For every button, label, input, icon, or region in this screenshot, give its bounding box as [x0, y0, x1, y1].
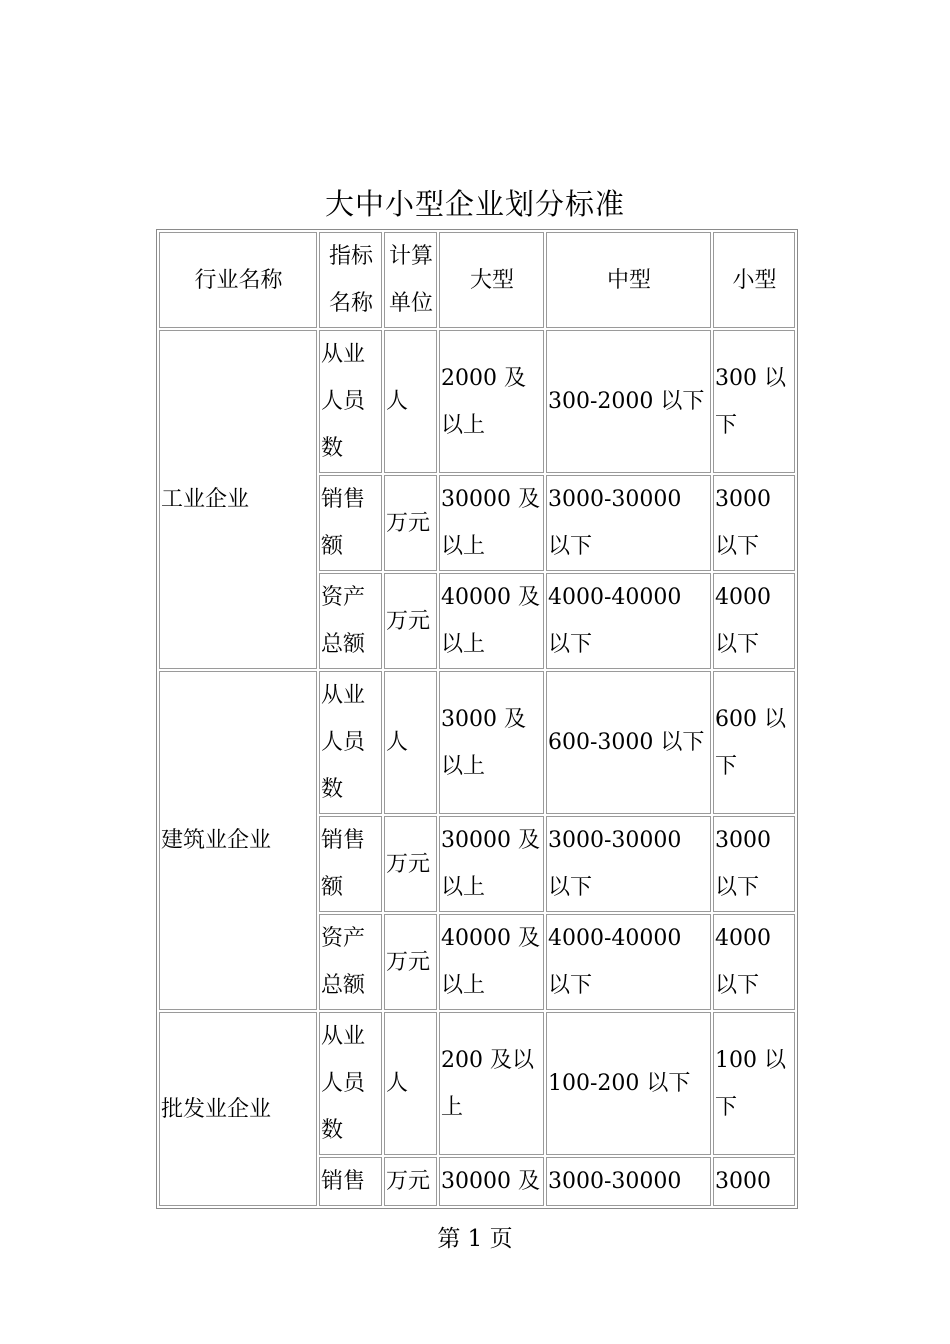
indicator-cell: 资产总额 [319, 914, 382, 1010]
large-cell: 2000 及以上 [439, 330, 544, 473]
table-row [159, 1012, 795, 1155]
enterprise-size-table [156, 229, 798, 1209]
large-cell: 40000 及以上 [439, 914, 544, 1010]
large-cell: 3000 及以上 [439, 671, 544, 814]
small-cell: 3000 以下 [713, 816, 795, 912]
unit-cell: 万元 [384, 914, 437, 1010]
table-row [159, 671, 795, 814]
header-large: 大型 [439, 232, 544, 328]
indicator-cell: 销售 [319, 1157, 382, 1206]
page-number: 第 1 页 [437, 1226, 513, 1252]
industry-name: 建筑业企业 [159, 671, 317, 1010]
header-indicator: 指标名称 [319, 232, 382, 328]
indicator-cell: 资产总额 [319, 573, 382, 669]
small-cell: 3000 以下 [713, 475, 795, 571]
header-industry: 行业名称 [159, 232, 317, 328]
medium-cell: 4000-40000 以下 [546, 573, 711, 669]
unit-cell: 人 [384, 330, 437, 473]
large-cell: 200 及以上 [439, 1012, 544, 1155]
header-small: 小型 [713, 232, 795, 328]
small-cell: 600 以下 [713, 671, 795, 814]
small-cell: 3000 [713, 1157, 795, 1206]
header-unit: 计算单位 [384, 232, 437, 328]
small-cell: 4000 以下 [713, 573, 795, 669]
medium-cell: 600-3000 以下 [546, 671, 711, 814]
medium-cell: 3000-30000 以下 [546, 475, 711, 571]
indicator-cell: 从业人员数 [319, 330, 382, 473]
small-cell: 100 以下 [713, 1012, 795, 1155]
indicator-cell: 从业人员数 [319, 671, 382, 814]
large-cell: 30000 及以上 [439, 475, 544, 571]
header-medium: 中型 [546, 232, 711, 328]
indicator-cell: 从业人员数 [319, 1012, 382, 1155]
medium-cell: 3000-30000 以下 [546, 816, 711, 912]
small-cell: 300 以下 [713, 330, 795, 473]
unit-cell: 万元 [384, 475, 437, 571]
unit-cell: 人 [384, 671, 437, 814]
small-cell: 4000 以下 [713, 914, 795, 1010]
header-row [159, 232, 795, 328]
large-cell: 40000 及以上 [439, 573, 544, 669]
unit-cell: 人 [384, 1012, 437, 1155]
unit-cell: 万元 [384, 573, 437, 669]
unit-cell: 万元 [384, 1157, 437, 1206]
table-row [159, 330, 795, 473]
unit-cell: 万元 [384, 816, 437, 912]
page-title: 大中小型企业划分标准 [324, 187, 625, 221]
medium-cell: 3000-30000 [546, 1157, 711, 1206]
industry-name: 工业企业 [159, 330, 317, 669]
indicator-cell: 销售额 [319, 475, 382, 571]
large-cell: 30000 及 [439, 1157, 544, 1206]
large-cell: 30000 及以上 [439, 816, 544, 912]
medium-cell: 4000-40000 以下 [546, 914, 711, 1010]
industry-name: 批发业企业 [159, 1012, 317, 1206]
medium-cell: 100-200 以下 [546, 1012, 711, 1155]
medium-cell: 300-2000 以下 [546, 330, 711, 473]
indicator-cell: 销售额 [319, 816, 382, 912]
